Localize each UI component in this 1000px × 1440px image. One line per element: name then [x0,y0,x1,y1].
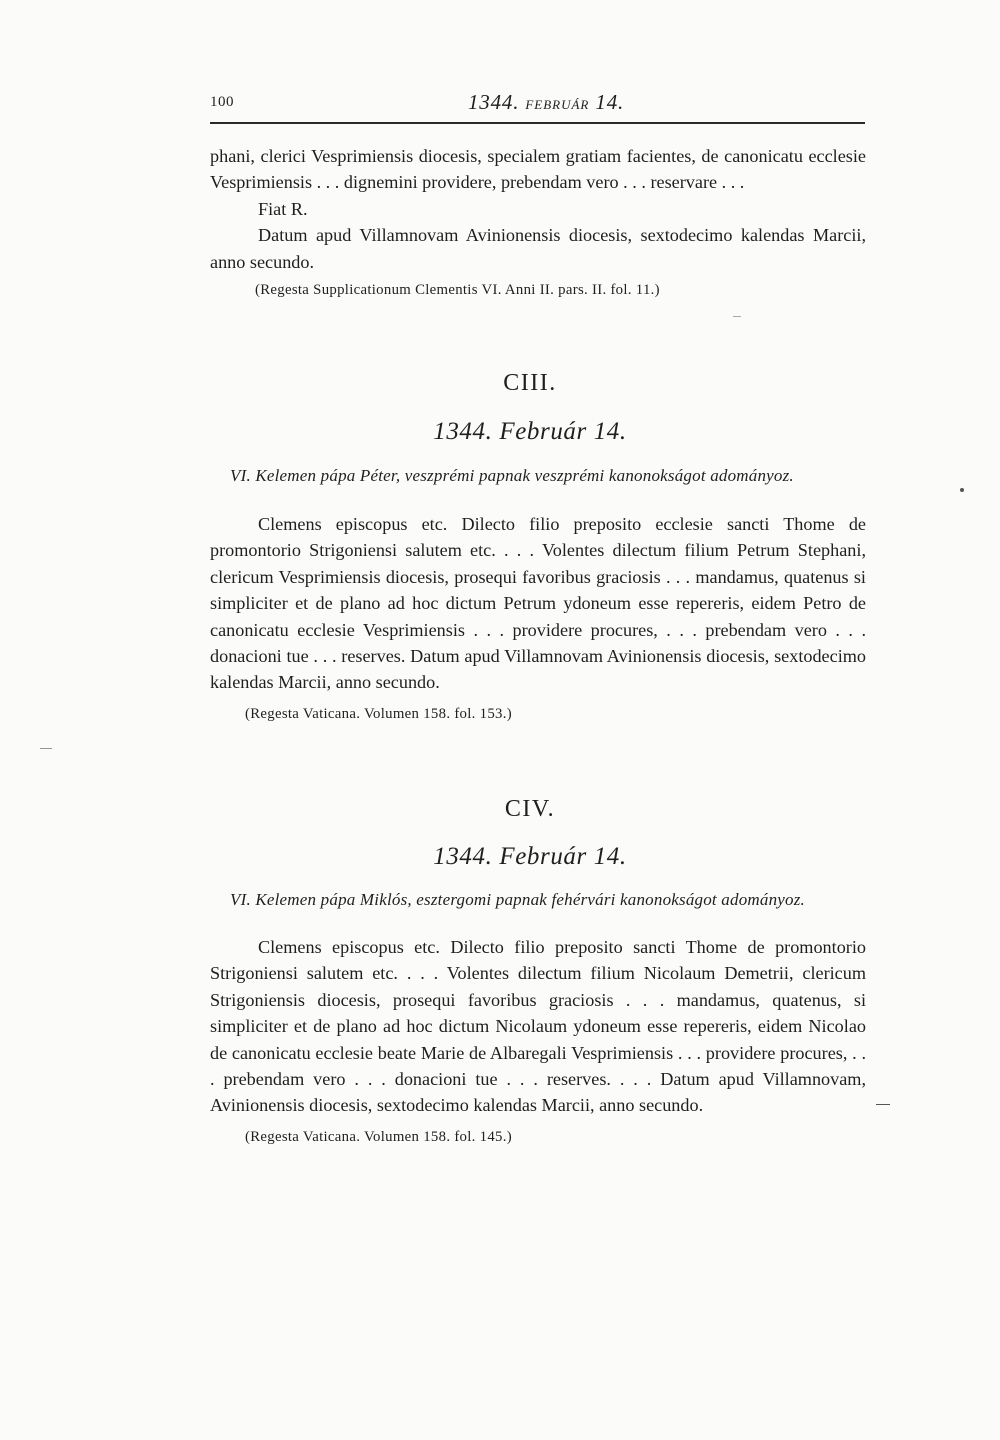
scan-speck [40,748,52,749]
continuation-source: (Regesta Supplicationum Clementis VI. Anni II. pars. II. fol. 11.) [255,282,660,298]
document-number: CIII. [503,370,557,396]
document-body-text: Clemens episcopus etc. Dilecto filio preposito ecclesie sancti Thome de promontorio Strigoniensi salutem etc. . . . Volentes dilectum filium Petrum Stephani, clericum Vesprimiensis diocesis, prosequi favoribus graciosis . . . mandamus, quatenus si simpliciter et de plano ad hoc dictum Petrum ydoneum esse repereris, eidem Petro de canonicatu ecclesie Vesprimiensis . . . providere procures, . . . prebendam vero . . . donacioni tue . . . reserves. Datum apud Villamnovam Avinionensis diocesis, sextodecimo kalendas Marcii, anno secundo. [210,514,866,693]
fiat-line: Fiat R. [258,198,308,219]
continuation-text: phani, clerici Vesprimiensis diocesis, specialem gratiam facientes, de canonicatu ecclesie Vesprimiensis . . . dignemini providere, prebendam vero . . . reservare . . . [210,146,866,193]
document-body [210,934,866,1119]
running-head-year: 1344. [468,90,520,114]
document-source: (Regesta Vaticana. Volumen 158. fol. 153.) [245,706,512,722]
datum-line: Datum apud Villamnovam Avinionensis diocesis, sextodecimo kalendas Marcii, anno secundo. [210,225,866,272]
running-header [210,90,865,124]
document-summary: VI. Kelemen pápa Péter, veszprémi papnak veszprémi kanonokságot adományoz. [230,466,794,485]
document-body [210,511,866,696]
scan-speck [733,316,741,317]
document-summary: VI. Kelemen pápa Miklós, esztergomi papnak fehérvári kanonokságot adományoz. [230,890,805,909]
running-head-day: 14. [595,90,625,114]
continuation-block [210,143,866,275]
document-number: CIV. [504,796,556,822]
document-source: (Regesta Vaticana. Volumen 158. fol. 145.) [245,1129,512,1145]
running-head [468,90,624,115]
running-head-month: FEBRUÁR [525,97,590,112]
scan-speck [960,488,964,492]
page-number: 100 [210,94,234,110]
document-body-text: Clemens episcopus etc. Dilecto filio preposito sancti Thome de promontorio Strigoniensi salutem etc. . . . Volentes dilectum filium Nicolaum Demetrii, clericum Strigoniensis diocesis, prosequi favoribus graciosis . . . mandamus, quatenus, si simpliciter et de plano ad hoc dictum Nicolaum ydoneum esse repereris, eidem Nicolao de canonicatu ecclesie beate Marie de Albaregali Vesprimiensis . . . providere procures, . . . prebendam vero . . . donacioni tue . . . reserves. . . . Datum apud Villamnovam, Avinionensis diocesis, sextodecimo kalendas Marcii, anno secundo. [210,937,866,1116]
scan-speck [876,1104,890,1105]
document-date: 1344. Február 14. [433,418,627,445]
document-date: 1344. Február 14. [433,843,627,870]
